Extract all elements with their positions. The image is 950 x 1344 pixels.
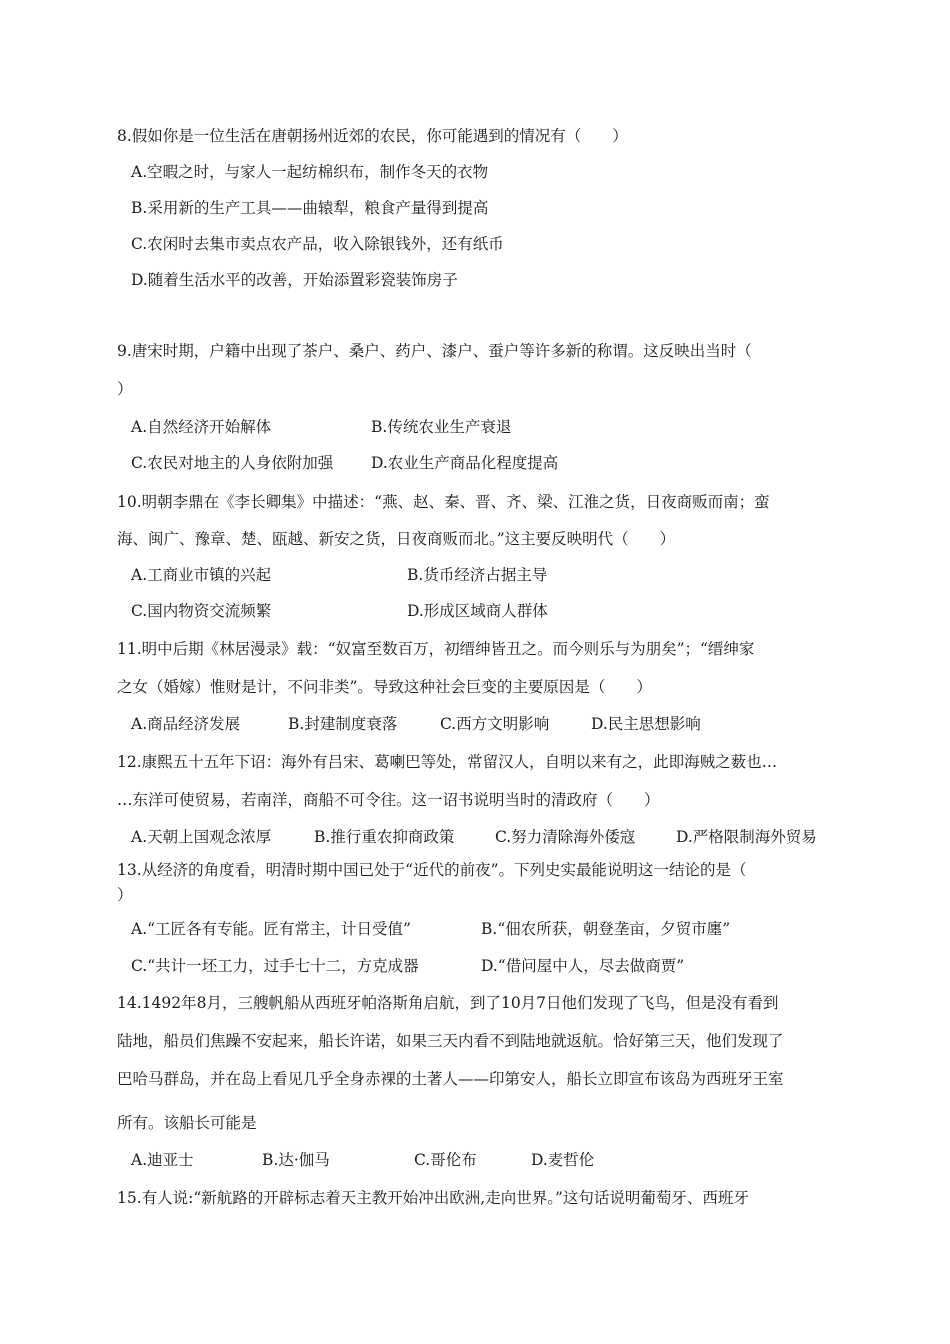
question-8-option-a: A.空暇之时，与家人一起纺棉织布，制作冬天的衣物 [131,163,489,181]
question-9-stem-cont: ） [117,380,133,398]
question-15-stem: 15.有人说:“新航路的开辟标志着天主教开始冲出欧洲,走向世界。”这句话说明葡萄牙、西班牙 [117,1189,749,1207]
question-10-option-b: B.货币经济占据主导 [407,566,548,584]
question-11-option-a: A.商品经济发展 [131,715,241,733]
question-14-stem-line-3: 巴哈马群岛，并在岛上看见几乎全身赤裸的土著人——印第安人，船长立即宣布该岛为西班牙王室 [117,1070,784,1088]
question-13-option-d: D.“借问屋中人，尽去做商贾” [481,957,685,975]
question-9-option-c: C.农民对地主的人身依附加强 [131,454,334,472]
question-14-option-b: B.达·伽马 [262,1151,330,1169]
question-11-option-d: D.民主思想影响 [591,715,701,733]
question-11-option-c: C.西方文明影响 [440,715,550,733]
question-9-option-d: D.农业生产商品化程度提高 [371,454,559,472]
question-9-stem: 9.唐宋时期，户籍中出现了茶户、桑户、药户、漆户、蚕户等许多新的称谓。这反映出当时（ [117,342,752,360]
question-11-stem: 11.明中后期《林居漫录》载：“奴富至数百万，初缙绅皆丑之。而今则乐与为朋矣”；“缙绅家 [117,640,755,658]
question-14-stem-line-4: 所有。该船长可能是 [117,1114,257,1132]
question-8-stem: 8.假如你是一位生活在唐朝扬州近郊的农民，你可能遇到的情况有（ ） [117,127,628,145]
question-12-stem-cont: …东洋可使贸易，若南洋，商船不可令往。这一诏书说明当时的清政府（ ） [117,791,660,809]
question-8-option-d: D.随着生活水平的改善，开始添置彩瓷装饰房子 [131,271,458,289]
question-11-option-b: B.封建制度衰落 [288,715,398,733]
question-11-stem-cont: 之女（婚嫁）惟财是计，不问非类”。导致这种社会巨变的主要原因是（ ） [117,678,652,696]
question-12-option-d: D.严格限制海外贸易 [676,828,817,846]
question-12-option-a: A.天朝上国观念浓厚 [131,828,272,846]
question-13-option-a: A.“工匠各有专能。匠有常主，计日受值” [131,920,411,938]
question-13-option-c: C.“共计一坯工力，过手七十二，方克成器 [131,957,419,975]
question-14-option-d: D.麦哲伦 [531,1151,595,1169]
question-12-stem: 12.康熙五十五年下诏：海外有吕宋、葛喇巴等处，常留汉人，自明以来有之，此即海贼之薮也… [117,753,778,771]
question-8-option-b: B.采用新的生产工具——曲辕犁，粮食产量得到提高 [131,199,489,217]
question-13-option-b: B.“佃农所获，朝登垄亩，夕贸市廛” [481,920,731,938]
question-13-stem-cont: ） [117,886,133,904]
question-14-option-c: C.哥伦布 [414,1151,477,1169]
question-10-option-c: C.国内物资交流频繁 [131,602,272,620]
question-8-option-c: C.农闲时去集市卖点农产品，收入除银钱外，还有纸币 [131,235,504,253]
question-10-stem: 10.明朝李鼎在《李长卿集》中描述：“燕、赵、秦、晋、齐、梁、江淮之货，日夜商贩而南；蛮 [117,493,770,511]
question-14-stem: 14.1492年8月，三艘帆船从西班牙帕洛斯角启航，到了10月7日他们发现了飞鸟，但是没有看到 [117,994,779,1012]
question-9-option-b: B.传统农业生产衰退 [371,418,512,436]
question-10-option-d: D.形成区域商人群体 [407,602,548,620]
question-10-option-a: A.工商业市镇的兴起 [131,566,272,584]
question-12-option-c: C.努力清除海外倭寇 [495,828,636,846]
question-14-option-a: A.迪亚士 [131,1151,194,1169]
question-14-stem-line-2: 陆地，船员们焦躁不安起来，船长许诺，如果三天内看不到陆地就返航。恰好第三天，他们发现了 [117,1032,784,1050]
question-10-stem-cont: 海、闽广、豫章、楚、瓯越、新安之货，日夜商贩而北。”这主要反映明代（ ） [117,530,676,548]
question-13-stem: 13.从经济的角度看，明清时期中国已处于“近代的前夜”。下列史实最能说明这一结论的是（ [117,861,747,879]
question-9-option-a: A.自然经济开始解体 [131,418,272,436]
question-12-option-b: B.推行重农抑商政策 [314,828,455,846]
